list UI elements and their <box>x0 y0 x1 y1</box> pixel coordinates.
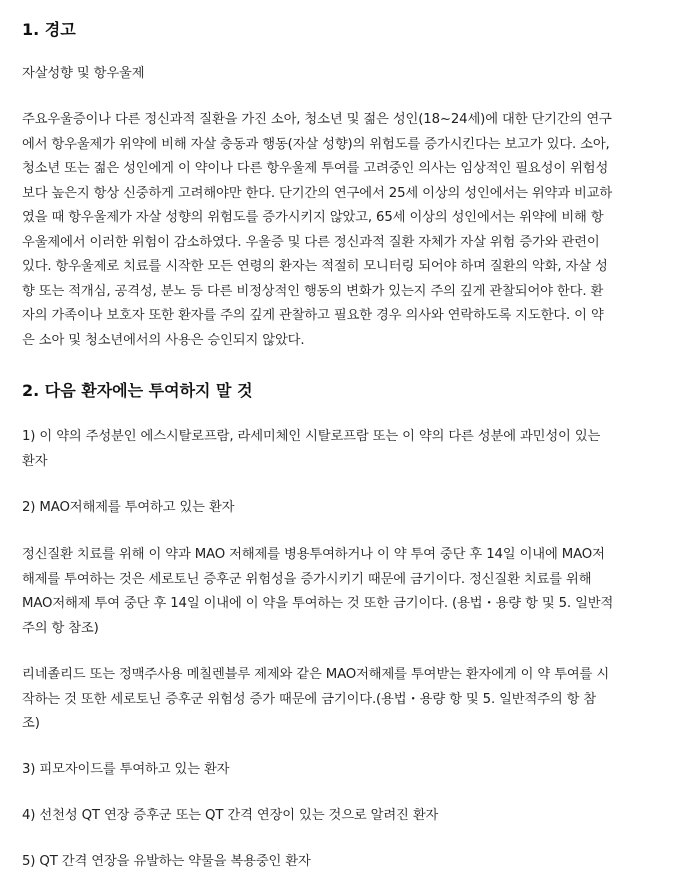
text-line: 환자 <box>22 453 48 469</box>
contraindication-item-4: 4) 선천성 QT 연장 증후군 또는 QT 간격 연장이 있는 것으로 알려진 환자 <box>22 808 439 823</box>
text-line: 청소년 또는 젊은 성인에게 이 약이나 다른 항우울제 투여를 고려중인 의사는 임상적인 필요성이 위험성 <box>22 161 609 176</box>
section-heading-contraindications: 2. 다음 환자에는 투여하지 말 것 <box>22 381 253 400</box>
mao-inhibitor-paragraph-2 <box>22 663 609 737</box>
text-line: 향 또는 적개심, 공격성, 분노 등 다른 비정상적인 행동의 변화가 있는지 주의 깊게 관찰되어야 한다. 환 <box>22 283 604 299</box>
text-line: 정신질환 치료를 위해 이 약과 MAO 저해제를 병용투여하거나 이 약 투여 중단 후 14일 이내에 MAO저 <box>22 547 605 562</box>
mao-inhibitor-paragraph-1 <box>22 543 613 641</box>
subheading-suicidality: 자살성향 및 항우울제 <box>22 66 145 81</box>
text-line: 우울제에서 이러한 위험이 감소하였다. 우울증 및 다른 정신과적 질환 자체가 자살 위험 증가와 관련이 <box>22 234 600 250</box>
text-line: 에서 항우울제가 위약에 비해 자살 충동과 행동(자살 성향)의 위험도를 증가시킨다는 보고가 있다. 소아, <box>22 136 610 152</box>
contraindication-item-2: 2) MAO저해제를 투여하고 있는 환자 <box>22 500 235 515</box>
text-line: 1) 이 약의 주성분인 에스시탈로프람, 라세미체인 시탈로프람 또는 이 약의 다른 성분에 과민성이 있는 <box>22 429 601 444</box>
contraindication-item-5: 5) QT 간격 연장을 유발하는 약물을 복용중인 환자 <box>22 854 311 869</box>
text-line: 해제를 투여하는 것은 세로토닌 증후군 위험성을 증가시키기 때문에 금기이다. 정신질환 치료를 위해 <box>22 571 592 587</box>
text-line: 은 소아 및 청소년에서의 사용은 승인되지 않았다. <box>22 332 305 348</box>
text-line: 있다. 항우울제로 치료를 시작한 모든 연령의 환자는 적절히 모니터링 되어야 하며 질환의 악화, 자살 성 <box>22 259 608 274</box>
text-line: 작하는 것 또한 세로토닌 증후군 위험성 증가 때문에 금기이다.(용법・용량 항 및 5. 일반적주의 항 참 <box>22 691 597 707</box>
contraindication-item-1 <box>22 425 600 474</box>
section-heading-warning: 1. 경고 <box>22 20 76 39</box>
text-line: 조) <box>22 716 40 731</box>
warning-body-paragraph <box>22 108 612 353</box>
text-line: 리네졸리드 또는 정맥주사용 메칠렌블루 제제와 같은 MAO저해제를 투여받는 환자에게 이 약 투여를 시 <box>22 667 610 682</box>
text-line: MAO저해제 투여 중단 후 14일 이내에 이 약을 투여하는 것 또한 금기이다. (용법・용량 항 및 5. 일반적 <box>22 596 614 611</box>
text-line: 보다 높은지 항상 신중하게 고려해야만 한다. 단기간의 연구에서 25세 이상의 성인에서는 위약과 비교하 <box>22 185 613 201</box>
text-line: 였을 때 항우울제가 자살 성향의 위험도를 증가시키지 않았고, 65세 이상의 성인에서는 위약에 비해 항 <box>22 210 604 225</box>
text-line: 주의 항 참조) <box>22 620 99 636</box>
text-line: 자의 가족이나 보호자 또한 환자를 주의 깊게 관찰하고 필요한 경우 의사와 연락하도록 지도한다. 이 약 <box>22 308 604 323</box>
contraindication-item-3: 3) 피모자이드를 투여하고 있는 환자 <box>22 762 230 777</box>
text-line: 주요우울증이나 다른 정신과적 질환을 가진 소아, 청소년 및 젊은 성인(18~24세)에 대한 단기간의 연구 <box>22 112 612 127</box>
